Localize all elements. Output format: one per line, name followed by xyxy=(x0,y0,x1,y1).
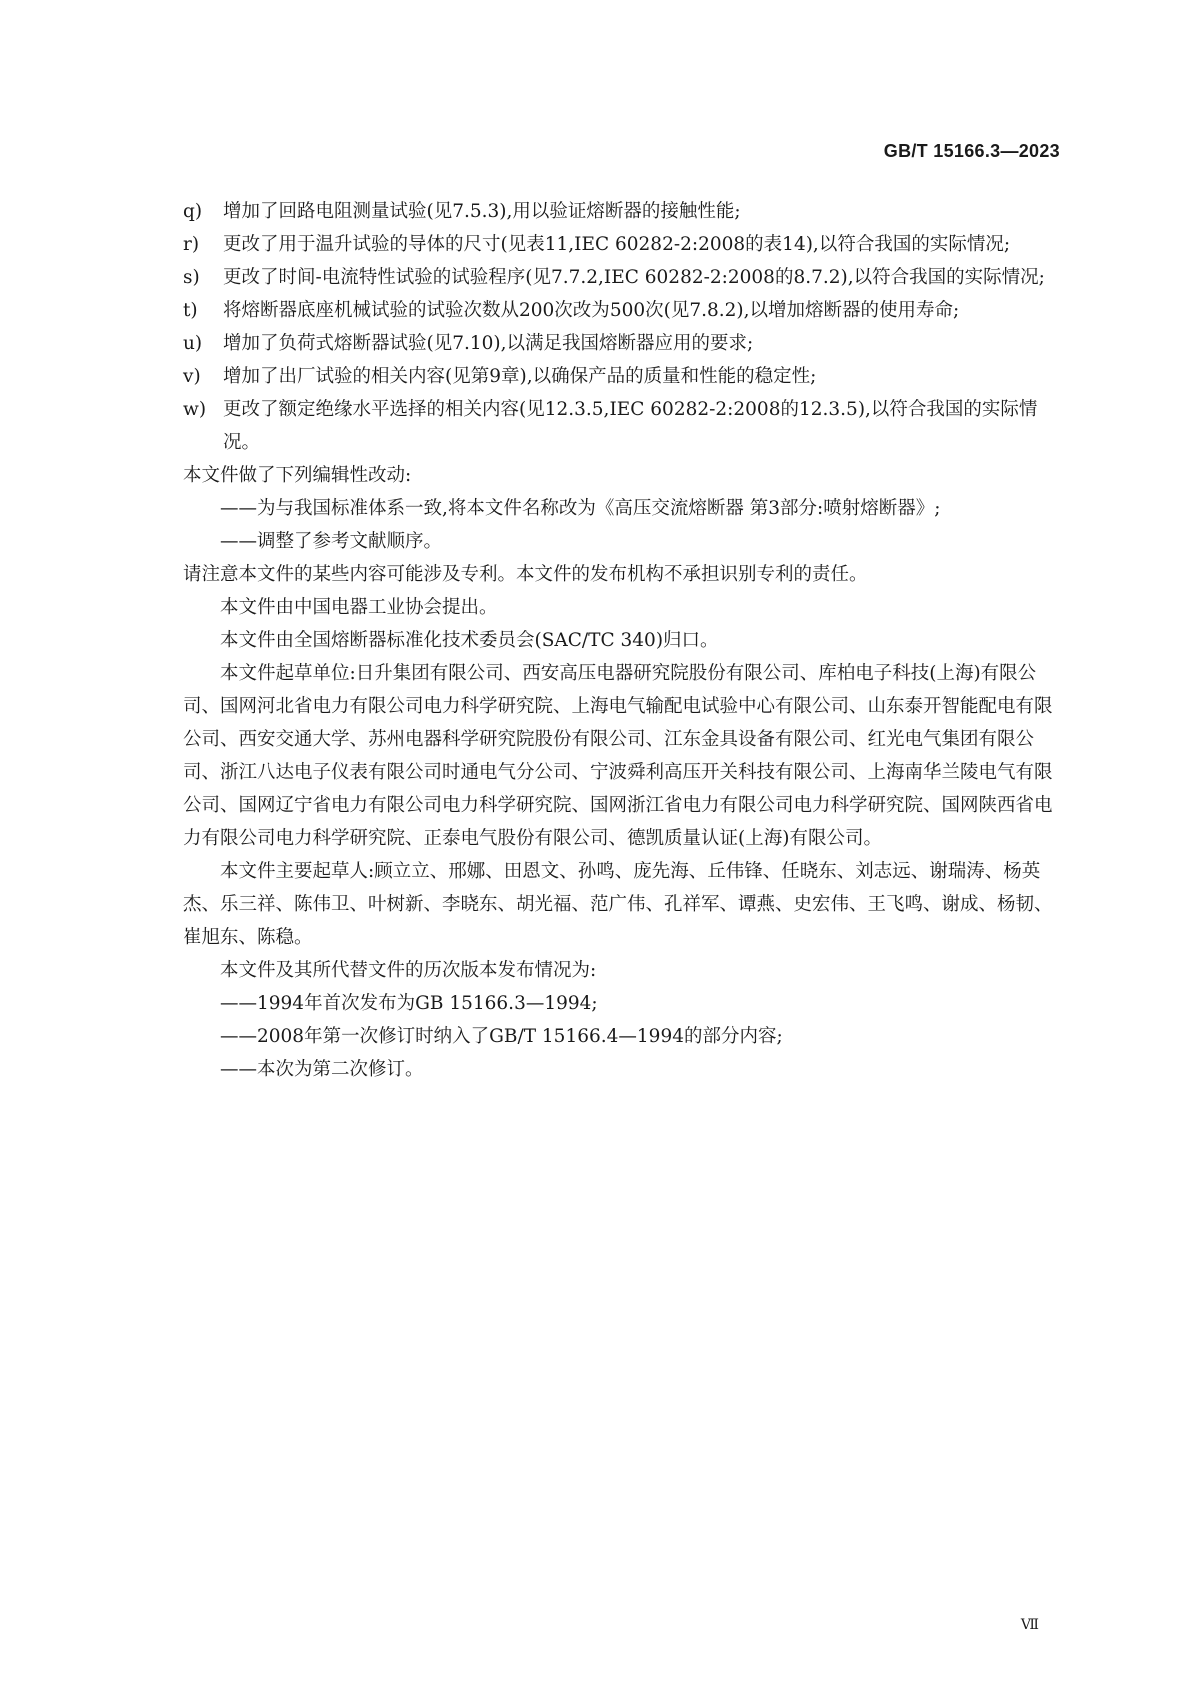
document-number: GB/T 15166.3—2023 xyxy=(883,141,1060,161)
dash-marker: —— xyxy=(220,498,257,519)
committee-paragraph: 本文件由全国熔断器标准化技术委员会(SAC/TC 340)归口。 xyxy=(220,630,719,651)
patent-notice: 请注意本文件的某些内容可能涉及专利。本文件的发布机构不承担识别专利的责任。 xyxy=(183,564,868,585)
drafting-units-paragraph: 本文件起草单位:日升集团有限公司、西安高压电器研究院股份有限公司、库柏电子科技(上海)有限公司、国网河北省电力有限公司电力科学研究院、上海电气输配电试验中心有限公司、山东泰开智能配电有限公司、西安交通大学、苏州电器科学研究院股份有限公司、江东金具设备有限公司、红光电气集团有限公司、浙江八达电子仪表有限公司时通电气分公司、宁波舜利高压开关科技有限公司、上海南华兰陵电气有限公司、国网辽宁省电力有限公司电力科学研究院、国网浙江省电力有限公司电力科学研究院、国网陕西省电力有限公司电力科学研究院、正泰电气股份有限公司、德凯质量认证(上海)有限公司。 xyxy=(183,663,1053,849)
list-marker: r) xyxy=(183,234,200,255)
list-marker: v) xyxy=(183,366,201,387)
list-item xyxy=(183,195,1061,228)
editorial-intro: 本文件做了下列编辑性改动: xyxy=(183,465,412,486)
editorial-change-text: 调整了参考文献顺序。 xyxy=(257,531,443,552)
history-entry xyxy=(183,1020,1061,1053)
list-item xyxy=(183,261,1061,294)
list-marker: s) xyxy=(183,267,200,288)
history-entry xyxy=(183,1053,1061,1086)
history-entry-text: 本次为第二次修订。 xyxy=(257,1059,424,1080)
history-entry-text: 1994年首次发布为GB 15166.3—1994; xyxy=(257,993,598,1014)
document-body xyxy=(183,195,1061,1086)
list-text: 增加了回路电阻测量试验(见7.5.3),用以验证熔断器的接触性能; xyxy=(223,201,741,222)
drafters-paragraph: 本文件主要起草人:顾立立、邢娜、田恩文、孙鸣、庞先海、丘伟锋、任晓东、刘志远、谢瑞涛、杨英杰、乐三祥、陈伟卫、叶树新、李晓东、胡光福、范广伟、孔祥军、谭燕、史宏伟、王飞鸣、谢成、杨韧、崔旭东、陈稳。 xyxy=(183,861,1053,948)
list-item xyxy=(183,327,1061,360)
dash-marker: —— xyxy=(220,531,257,552)
history-entry xyxy=(183,987,1061,1020)
list-text: 更改了额定绝缘水平选择的相关内容(见12.3.5,IEC 60282-2:2008的12.3.5),以符合我国的实际情况。 xyxy=(223,399,1038,453)
list-text: 更改了时间-电流特性试验的试验程序(见7.7.2,IEC 60282-2:2008的8.7.2),以符合我国的实际情况; xyxy=(223,267,1045,288)
list-item xyxy=(183,393,1061,459)
list-item xyxy=(183,294,1061,327)
history-intro: 本文件及其所代替文件的历次版本发布情况为: xyxy=(220,960,597,981)
editorial-change-text: 为与我国标准体系一致,将本文件名称改为《高压交流熔断器 第3部分:喷射熔断器》; xyxy=(257,498,941,519)
list-marker: u) xyxy=(183,333,203,354)
editorial-change xyxy=(183,525,1061,558)
editorial-change xyxy=(183,492,1061,525)
list-item xyxy=(183,360,1061,393)
dash-marker: —— xyxy=(220,1059,257,1080)
proposer-paragraph: 本文件由中国电器工业协会提出。 xyxy=(220,597,498,618)
list-marker: t) xyxy=(183,300,198,321)
dash-marker: —— xyxy=(220,993,257,1014)
list-marker: w) xyxy=(183,399,207,420)
list-text: 将熔断器底座机械试验的试验次数从200次改为500次(见7.8.2),以增加熔断器的使用寿命; xyxy=(223,300,960,321)
list-marker: q) xyxy=(183,201,203,222)
dash-marker: —— xyxy=(220,1026,257,1047)
list-item xyxy=(183,228,1061,261)
list-text: 增加了负荷式熔断器试验(见7.10),以满足我国熔断器应用的要求; xyxy=(223,333,754,354)
list-text: 增加了出厂试验的相关内容(见第9章),以确保产品的质量和性能的稳定性; xyxy=(223,366,817,387)
page-number: Ⅶ xyxy=(1020,1618,1039,1633)
change-list xyxy=(183,195,1061,459)
history-entry-text: 2008年第一次修订时纳入了GB/T 15166.4—1994的部分内容; xyxy=(257,1026,783,1047)
list-text: 更改了用于温升试验的导体的尺寸(见表11,IEC 60282-2:2008的表14),以符合我国的实际情况; xyxy=(223,234,1011,255)
